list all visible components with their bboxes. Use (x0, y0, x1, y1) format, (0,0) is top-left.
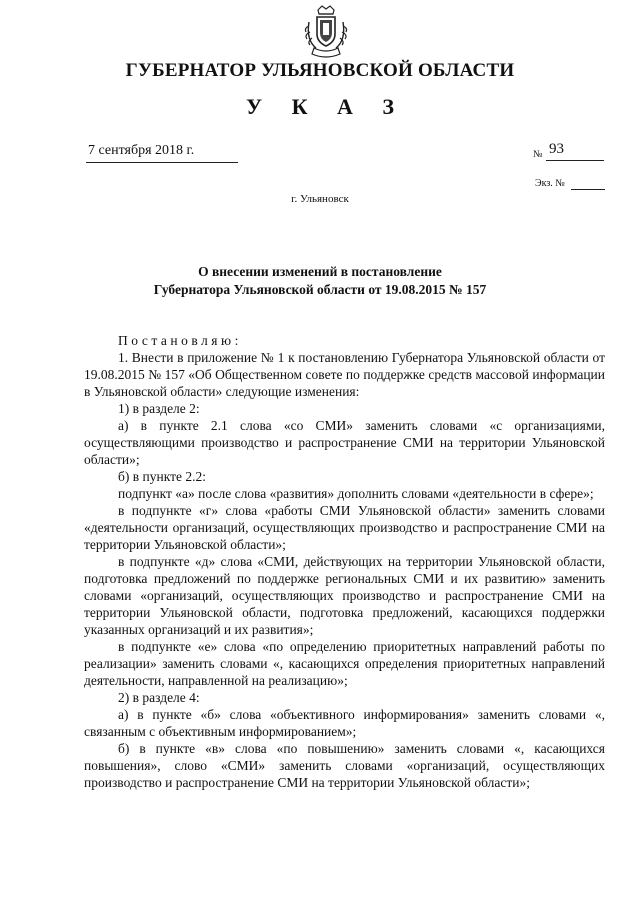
number-underline (546, 160, 604, 161)
body-paragraph: 1) в разделе 2: (118, 401, 200, 416)
body-paragraph: 2) в разделе 4: (118, 690, 200, 705)
body-paragraph: подпункт «а» после слова «развития» дополнить словами «деятельности в сфере»; (118, 486, 594, 501)
number-label: № (533, 149, 543, 160)
body-paragraph: а) в пункте 2.1 слова «со СМИ» заменить словами «с организациями, осуществляющими производство и распространение СМИ на территории Ульяновской области»; (84, 418, 605, 467)
document-body (84, 332, 605, 791)
document-type: У К А З (245, 94, 407, 119)
document-title (0, 263, 640, 299)
body-paragraph: б) в пункте 2.2: (118, 469, 206, 484)
body-paragraph: а) в пункте «б» слова «объективного информирования» заменить словами «, связанным с объективным информированием»; (84, 707, 605, 739)
document-title-line: О внесении изменений в постановление (198, 264, 442, 279)
resolve-heading: Постановляю: (118, 333, 242, 348)
copy-number-label: Экз. № (535, 178, 565, 189)
body-paragraph: 1. Внести в приложение № 1 к постановлению Губернатора Ульяновской области от 19.08.2015 № 157 «Об Общественном совете по поддержке средств массовой информации в Ульяновской области» следующие изменения: (84, 350, 605, 399)
issuing-authority: ГУБЕРНАТОР УЛЬЯНОВСКОЙ ОБЛАСТИ (125, 60, 515, 81)
city: г. Ульяновск (291, 193, 349, 205)
copy-number-underline (571, 189, 605, 190)
document-date: 7 сентября 2018 г. (88, 143, 195, 158)
body-paragraph: в подпункте «д» слова «СМИ, действующих на территории Ульяновской области, подготовка предложений по поддержке региональных СМИ и их развитию» заменить словами «организаций, осуществляющих производство и распространение СМИ на территории Ульяновской области, подготовка предложений, касающихся поддержки указанных организаций и их развития»; (84, 554, 605, 637)
document-title-line: Губернатора Ульяновской области от 19.08.2015 № 157 (153, 282, 487, 297)
coat-of-arms-icon (300, 4, 352, 62)
body-paragraph: в подпункте «г» слова «работы СМИ Ульяновской области» заменить словами «деятельности организаций, осуществляющих производство и распространение СМИ на территории Ульяновской области»; (84, 503, 605, 552)
body-paragraph: б) в пункте «в» слова «по повышению» заменить словами «, касающихся повышения», слово «СМИ» заменить словами «организаций, осуществляющих производство и распространение СМИ на территории Ульяновской области»; (84, 741, 605, 790)
body-paragraph: в подпункте «е» слова «по определению приоритетных направлений работы по реализации» заменить словами «, касающихся определения приоритетных направлений деятельности, направленной на реализацию»; (84, 639, 605, 688)
document-number: 93 (549, 141, 564, 157)
date-underline (86, 162, 238, 163)
